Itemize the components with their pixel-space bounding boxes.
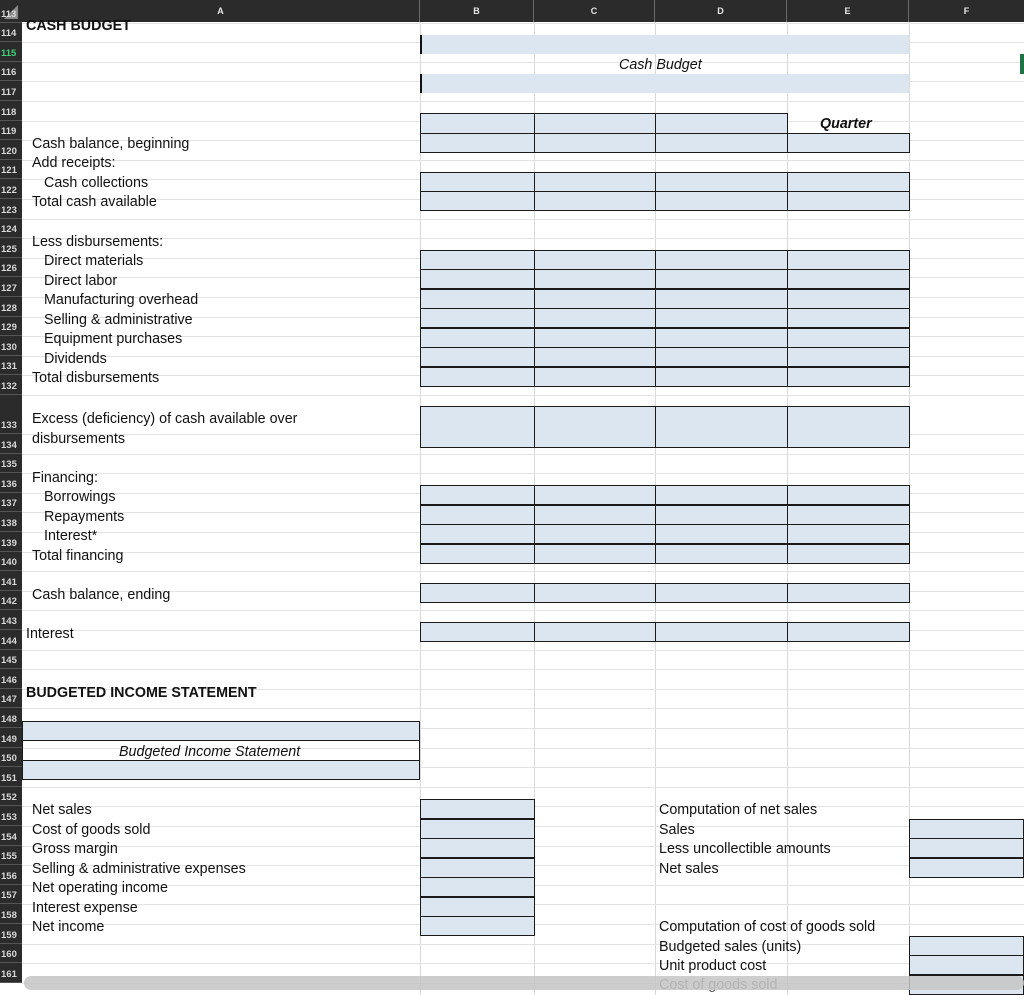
cell-netsales-comp-0[interactable] bbox=[909, 819, 1024, 839]
row-header-124[interactable]: 124 bbox=[0, 219, 22, 239]
cell-cogs-comp-1[interactable] bbox=[909, 955, 1024, 975]
cell-direct-labor-q3[interactable] bbox=[655, 269, 788, 289]
row-header-140[interactable]: 140 bbox=[0, 552, 22, 572]
label-cash-balance-ending: Cash balance, ending bbox=[32, 587, 171, 603]
row-header-151[interactable]: 151 bbox=[0, 767, 22, 787]
label-interest-star: Interest* bbox=[44, 528, 98, 544]
label-net-sales-computed: Net sales bbox=[659, 861, 719, 877]
cell-direct-materials-q4[interactable] bbox=[787, 250, 910, 270]
cell-interest-row-q3[interactable] bbox=[655, 622, 788, 642]
label-manufacturing-overhead: Manufacturing overhead bbox=[44, 292, 199, 308]
row-header-152[interactable]: 152 bbox=[0, 787, 22, 807]
cell-edge-marker bbox=[420, 74, 422, 93]
cell-beginning-q4[interactable] bbox=[787, 133, 910, 153]
gridline-row-132 bbox=[22, 395, 1024, 396]
cell-collections-q4[interactable] bbox=[787, 172, 910, 192]
income-statement-band-bottom[interactable] bbox=[22, 760, 420, 780]
cell-mfg-overhead-q4[interactable] bbox=[787, 289, 910, 309]
income-statement-band-top[interactable] bbox=[22, 721, 420, 741]
cell-total-available-q2[interactable] bbox=[534, 191, 656, 211]
column-header-b[interactable]: B bbox=[420, 0, 534, 22]
label-budgeted-sales-units: Budgeted sales (units) bbox=[659, 939, 802, 955]
cell-borrowings-q3[interactable] bbox=[655, 485, 788, 505]
row-header-139[interactable]: 139 bbox=[0, 532, 22, 552]
cell-ending-q1[interactable] bbox=[420, 583, 535, 603]
cell-total-financing-q4[interactable] bbox=[787, 544, 910, 564]
cell-collections-q1[interactable] bbox=[420, 172, 535, 192]
quarter-label: Quarter bbox=[820, 116, 872, 132]
label-total-financing: Total financing bbox=[32, 548, 124, 564]
cell-ending-q2[interactable] bbox=[534, 583, 656, 603]
row-header-116[interactable]: 116 bbox=[0, 62, 22, 82]
label-excess-deficiency-line2: disbursements bbox=[32, 431, 125, 447]
cell-income-2[interactable] bbox=[420, 838, 535, 858]
row-header-150[interactable]: 150 bbox=[0, 748, 22, 768]
row-header-133[interactable]: 133 bbox=[0, 395, 22, 434]
label-interest-expense: Interest expense bbox=[32, 900, 138, 916]
cell-total-disb-q4[interactable] bbox=[787, 367, 910, 387]
column-header-e[interactable]: E bbox=[787, 0, 909, 22]
label-equipment-purchases: Equipment purchases bbox=[44, 331, 183, 347]
cell-dividends-q2[interactable] bbox=[534, 347, 656, 367]
cell-income-3[interactable] bbox=[420, 858, 535, 878]
label-net-sales: Net sales bbox=[32, 802, 92, 818]
cell-beginning-q1[interactable] bbox=[420, 133, 535, 153]
gridline-row-134 bbox=[22, 454, 1024, 455]
cell-income-1[interactable] bbox=[420, 819, 535, 839]
cell-interest-q3[interactable] bbox=[655, 524, 788, 544]
cell-income-5[interactable] bbox=[420, 897, 535, 917]
cell-excess-q4[interactable] bbox=[787, 406, 910, 448]
row-selection-marker bbox=[1020, 54, 1024, 74]
cell-excess-q1[interactable] bbox=[420, 406, 535, 448]
cell-collections-q2[interactable] bbox=[534, 172, 656, 192]
label-dividends: Dividends bbox=[44, 351, 107, 367]
gridline-row-124 bbox=[22, 238, 1024, 239]
cell-collections-q3[interactable] bbox=[655, 172, 788, 192]
row-header-148[interactable]: 148 bbox=[0, 708, 22, 728]
cell-dividends-q3[interactable] bbox=[655, 347, 788, 367]
label-selling-administrative: Selling & administrative bbox=[44, 312, 193, 328]
cell-selling-admin-q1[interactable] bbox=[420, 308, 535, 328]
label-cost-of-goods-sold: Cost of goods sold bbox=[32, 822, 151, 838]
cell-repayments-q1[interactable] bbox=[420, 505, 535, 525]
cell-borrowings-q1[interactable] bbox=[420, 485, 535, 505]
cell-total-available-q4[interactable] bbox=[787, 191, 910, 211]
column-header-f[interactable]: F bbox=[909, 0, 1024, 22]
income-statement-section-title: BUDGETED INCOME STATEMENT bbox=[26, 685, 257, 701]
label-excess-deficiency-line1: Excess (deficiency) of cash available over bbox=[32, 411, 298, 427]
cell-selling-admin-q2[interactable] bbox=[534, 308, 656, 328]
row-header-144[interactable]: 144 bbox=[0, 630, 22, 650]
horizontal-scrollbar[interactable] bbox=[24, 976, 1024, 990]
row-header-121[interactable]: 121 bbox=[0, 160, 22, 180]
cell-total-disb-q2[interactable] bbox=[534, 367, 656, 387]
cell-netsales-comp-1[interactable] bbox=[909, 838, 1024, 858]
column-header-a[interactable]: A bbox=[22, 0, 420, 22]
cash-budget-table-title: Cash Budget bbox=[619, 57, 702, 73]
cell-equipment-q3[interactable] bbox=[655, 328, 788, 348]
cell-dividends-q4[interactable] bbox=[787, 347, 910, 367]
label-cash-collections: Cash collections bbox=[44, 175, 149, 191]
row-header-154[interactable]: 154 bbox=[0, 826, 22, 846]
row-header-120[interactable]: 120 bbox=[0, 140, 22, 160]
cash-budget-section-title: CASH BUDGET bbox=[26, 18, 131, 34]
header-cell-118-2[interactable] bbox=[655, 113, 788, 134]
label-add-receipts: Add receipts: bbox=[32, 155, 116, 171]
cell-equipment-q4[interactable] bbox=[787, 328, 910, 348]
label-net-income: Net income bbox=[32, 919, 105, 935]
cell-borrowings-q4[interactable] bbox=[787, 485, 910, 505]
row-header-126[interactable]: 126 bbox=[0, 258, 22, 278]
cell-direct-materials-q3[interactable] bbox=[655, 250, 788, 270]
cell-direct-labor-q2[interactable] bbox=[534, 269, 656, 289]
gridline-row-120 bbox=[22, 160, 1024, 161]
label-gross-margin: Gross margin bbox=[32, 841, 118, 857]
row-header-159[interactable]: 159 bbox=[0, 924, 22, 944]
row-header-115[interactable]: 115 bbox=[0, 42, 22, 62]
cell-mfg-overhead-q1[interactable] bbox=[420, 289, 535, 309]
gridline-row-147 bbox=[22, 708, 1024, 709]
cell-direct-materials-q2[interactable] bbox=[534, 250, 656, 270]
row-header-157[interactable]: 157 bbox=[0, 885, 22, 905]
cell-borrowings-q2[interactable] bbox=[534, 485, 656, 505]
cell-interest-row-q2[interactable] bbox=[534, 622, 656, 642]
cell-total-financing-q3[interactable] bbox=[655, 544, 788, 564]
label-direct-materials: Direct materials bbox=[44, 253, 144, 269]
row-header-145[interactable]: 145 bbox=[0, 650, 22, 670]
cell-equipment-q2[interactable] bbox=[534, 328, 656, 348]
gridline-row-135 bbox=[22, 473, 1024, 474]
row-header-134[interactable]: 134 bbox=[0, 434, 22, 454]
row-header-161[interactable]: 161 bbox=[0, 963, 22, 983]
income-statement-table-title: Budgeted Income Statement bbox=[119, 744, 301, 760]
gridline-row-151 bbox=[22, 787, 1024, 788]
row-header-119[interactable]: 119 bbox=[0, 121, 22, 141]
cell-repayments-q3[interactable] bbox=[655, 505, 788, 525]
cell-beginning-q3[interactable] bbox=[655, 133, 788, 153]
row-header-138[interactable]: 138 bbox=[0, 512, 22, 532]
cell-equipment-q1[interactable] bbox=[420, 328, 535, 348]
row-header-155[interactable]: 155 bbox=[0, 846, 22, 866]
gridline-row-160 bbox=[22, 963, 1024, 964]
row-header-141[interactable]: 141 bbox=[0, 571, 22, 591]
label-computation-cogs: Computation of cost of goods sold bbox=[659, 919, 876, 935]
cell-total-available-q1[interactable] bbox=[420, 191, 535, 211]
gridline-row-140 bbox=[22, 571, 1024, 572]
header-cell-118-1[interactable] bbox=[534, 113, 656, 134]
row-header-153[interactable]: 153 bbox=[0, 806, 22, 826]
label-less-disbursements: Less disbursements: bbox=[32, 234, 164, 250]
label-cash-balance-beginning: Cash balance, beginning bbox=[32, 136, 190, 152]
cell-interest-q4[interactable] bbox=[787, 524, 910, 544]
column-header-c[interactable]: C bbox=[534, 0, 655, 22]
label-sales: Sales bbox=[659, 822, 695, 838]
row-header-156[interactable]: 156 bbox=[0, 865, 22, 885]
gridline-row-145 bbox=[22, 669, 1024, 670]
label-total-cash-available: Total cash available bbox=[32, 194, 157, 210]
header-cell-118-0[interactable] bbox=[420, 113, 535, 134]
row-header-142[interactable]: 142 bbox=[0, 591, 22, 611]
cell-direct-labor-q1[interactable] bbox=[420, 269, 535, 289]
cell-total-disb-q1[interactable] bbox=[420, 367, 535, 387]
row-header-158[interactable]: 158 bbox=[0, 904, 22, 924]
cell-total-financing-q2[interactable] bbox=[534, 544, 656, 564]
cash-budget-band-bottom[interactable] bbox=[420, 74, 909, 93]
label-less-uncollectible: Less uncollectible amounts bbox=[659, 841, 831, 857]
gridline-row-142 bbox=[22, 610, 1024, 611]
label-computation-net-sales: Computation of net sales bbox=[659, 802, 818, 818]
row-header-130[interactable]: 130 bbox=[0, 336, 22, 356]
row-header-131[interactable]: 131 bbox=[0, 356, 22, 376]
cell-total-disb-q3[interactable] bbox=[655, 367, 788, 387]
gridline-row-113 bbox=[22, 23, 1024, 24]
gridline-row-117 bbox=[22, 101, 1024, 102]
cell-interest-row-q1[interactable] bbox=[420, 622, 535, 642]
cell-interest-q1[interactable] bbox=[420, 524, 535, 544]
cash-budget-band-top[interactable] bbox=[420, 35, 909, 54]
row-header-123[interactable]: 123 bbox=[0, 199, 22, 219]
cell-ending-q4[interactable] bbox=[787, 583, 910, 603]
cell-netsales-comp-2[interactable] bbox=[909, 858, 1024, 878]
cell-income-6[interactable] bbox=[420, 916, 535, 936]
row-header-118[interactable]: 118 bbox=[0, 101, 22, 121]
cell-total-available-q3[interactable] bbox=[655, 191, 788, 211]
cell-repayments-q4[interactable] bbox=[787, 505, 910, 525]
row-header-135[interactable]: 135 bbox=[0, 454, 22, 474]
cell-income-4[interactable] bbox=[420, 877, 535, 897]
cell-edge-marker bbox=[420, 35, 422, 54]
label-interest: Interest bbox=[26, 626, 74, 642]
row-header-128[interactable]: 128 bbox=[0, 297, 22, 317]
label-sga-expenses: Selling & administrative expenses bbox=[32, 861, 246, 877]
cell-income-0[interactable] bbox=[420, 799, 535, 819]
row-header-136[interactable]: 136 bbox=[0, 473, 22, 493]
row-header-137[interactable]: 137 bbox=[0, 493, 22, 513]
label-borrowings: Borrowings bbox=[44, 489, 116, 505]
label-financing: Financing: bbox=[32, 470, 98, 486]
label-repayments: Repayments bbox=[44, 509, 125, 525]
cell-excess-q3[interactable] bbox=[655, 406, 788, 448]
label-net-operating-income: Net operating income bbox=[32, 880, 168, 896]
cell-mfg-overhead-q2[interactable] bbox=[534, 289, 656, 309]
cell-direct-labor-q4[interactable] bbox=[787, 269, 910, 289]
label-total-disbursements: Total disbursements bbox=[32, 370, 160, 386]
label-direct-labor: Direct labor bbox=[44, 273, 118, 289]
row-header-132[interactable]: 132 bbox=[0, 375, 22, 395]
gridline-row-115 bbox=[22, 62, 1024, 63]
row-header-122[interactable]: 122 bbox=[0, 179, 22, 199]
row-header-127[interactable]: 127 bbox=[0, 277, 22, 297]
row-header-114[interactable]: 114 bbox=[0, 23, 22, 43]
row-header-125[interactable]: 125 bbox=[0, 238, 22, 258]
row-header-143[interactable]: 143 bbox=[0, 610, 22, 630]
cell-selling-admin-q4[interactable] bbox=[787, 308, 910, 328]
cell-direct-materials-q1[interactable] bbox=[420, 250, 535, 270]
cell-beginning-q2[interactable] bbox=[534, 133, 656, 153]
label-unit-product-cost: Unit product cost bbox=[659, 958, 767, 974]
cell-repayments-q2[interactable] bbox=[534, 505, 656, 525]
row-header-129[interactable]: 129 bbox=[0, 317, 22, 337]
row-header-160[interactable]: 160 bbox=[0, 944, 22, 964]
column-header-d[interactable]: D bbox=[655, 0, 787, 22]
cell-selling-admin-q3[interactable] bbox=[655, 308, 788, 328]
row-header-146[interactable]: 146 bbox=[0, 669, 22, 689]
cell-ending-q3[interactable] bbox=[655, 583, 788, 603]
gridline-row-123 bbox=[22, 219, 1024, 220]
cell-cogs-comp-0[interactable] bbox=[909, 936, 1024, 956]
cell-interest-row-q4[interactable] bbox=[787, 622, 910, 642]
row-header-147[interactable]: 147 bbox=[0, 689, 22, 709]
gridline-row-144 bbox=[22, 650, 1024, 651]
cell-interest-q2[interactable] bbox=[534, 524, 656, 544]
gridline-row-159 bbox=[22, 944, 1024, 945]
cell-mfg-overhead-q3[interactable] bbox=[655, 289, 788, 309]
row-header-117[interactable]: 117 bbox=[0, 81, 22, 101]
cell-total-financing-q1[interactable] bbox=[420, 544, 535, 564]
row-header-149[interactable]: 149 bbox=[0, 728, 22, 748]
cell-dividends-q1[interactable] bbox=[420, 347, 535, 367]
cell-excess-q2[interactable] bbox=[534, 406, 656, 448]
